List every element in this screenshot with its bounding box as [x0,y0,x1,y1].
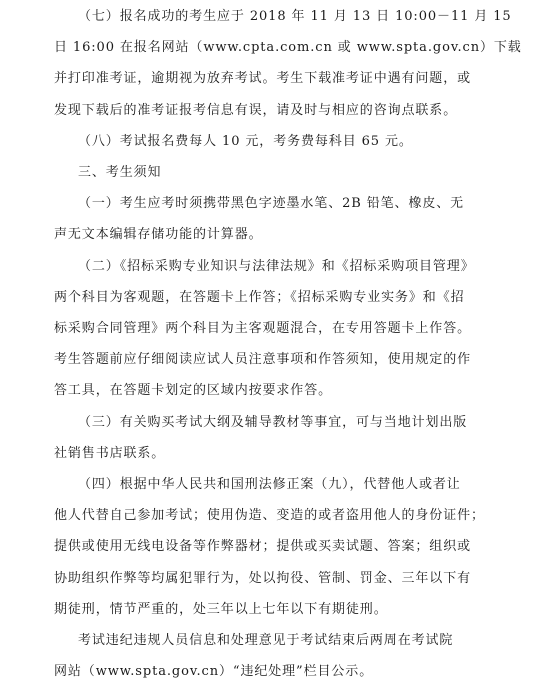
notice-1-line-2: 声无文本编辑存储功能的计算器。 [54,227,263,243]
notice-2-line-5: 答工具，在答题卡划定的区域内按要求作答。 [54,383,333,399]
notice-2-line-3: 标采购合同管理》两个科目为主客观题混合，在专用答题卡上作答。 [54,321,472,336]
section-3-heading: 三、考生须知 [78,165,162,180]
notice-1-line-1: （一）考生应考时须携带黑色字迹墨水笔、2B 铅笔、橡皮、无 [78,196,465,212]
item-7-line-4: 发现下载后的准考证报考信息有误，请及时与相应的咨询点联系。 [54,102,458,118]
notice-2-line-2: 两个科目为客观题，在答题卡上作答；《招标采购专业实务》和《招 [54,289,465,305]
item-8-line-1: （八）考试报名费每人 10 元，考务费每科目 65 元。 [78,133,413,149]
notice-4-line-1: （四）根据中华人民共和国刑法修正案（九），代替他人或者让 [78,477,461,492]
notice-2-line-4: 考生答题前应仔细阅读应试人员注意事项和作答须知，使用规定的作 [54,352,472,368]
notice-4-line-3: 提供或使用无线电设备等作弊器材；提供或买卖试题、答案；组织或 [54,539,472,555]
item-7-line-3: 并打印准考证，逾期视为放弃考试。考生下载准考证中遇有问题，或 [54,71,472,87]
notice-3-line-2: 社销售书店联系。 [54,445,166,461]
notice-4-line-2: 他人代替自己参加考试；使用伪造、变造的或者盗用他人的身份证件； [54,508,485,524]
notice-4-line-4: 协助组织作弊等均属犯罪行为，处以拘役、管制、罚金、三年以下有 [54,570,472,586]
notice-4-line-5: 期徒刑，情节严重的，处三年以上七年以下有期徒刑。 [54,601,388,617]
item-7-line-2: 日 16:00 在报名网站（www.cpta.com.cn 或 www.spta.gov.cn）下载 [54,40,522,56]
closing-line-2: 网站（www.spta.gov.cn）“违纪处理”栏目公示。 [54,664,374,680]
notice-3-line-1: （三）有关购买考试大纲及辅导教材等事宜，可与当地计划出版 [78,414,468,430]
item-7-line-1: （七）报名成功的考生应于 2018 年 11 月 13 日 10:00－11 月 15 [78,9,512,24]
notice-2-line-1: （二）《招标采购专业知识与法律法规》和《招标采购项目管理》 [78,258,475,274]
closing-line-1: 考试违纪违规人员信息和处理意见于考试结束后两周在考试院 [78,633,454,648]
